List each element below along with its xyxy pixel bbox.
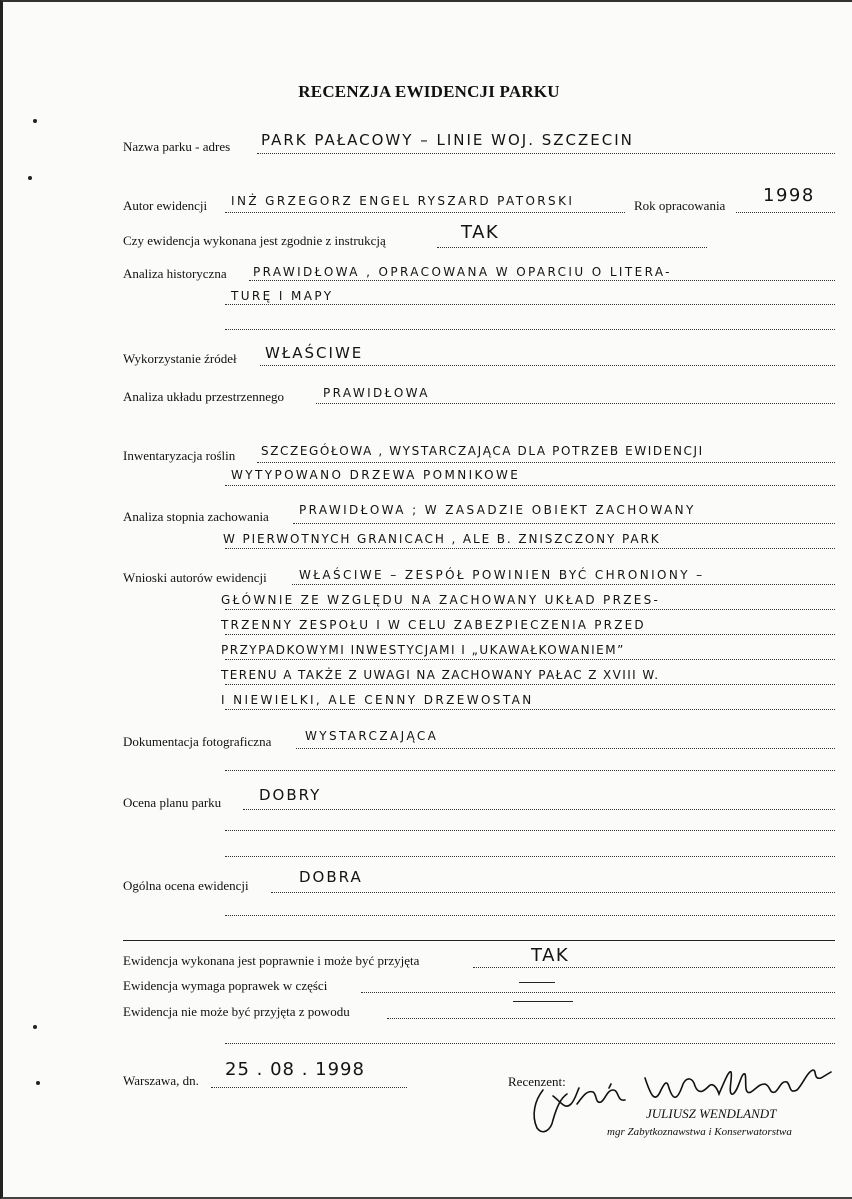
- historical-analysis-line-2: [225, 304, 835, 305]
- conclusions-line-3: [225, 634, 835, 635]
- conclusions-value-line-6: I NIEWIELKI, ALE CENNY DRZEWOSTAN: [221, 693, 534, 707]
- preservation-label: Analiza stopnia zachowania: [123, 509, 269, 524]
- year-line: [736, 212, 835, 213]
- conclusions-line-6: [225, 709, 835, 710]
- park-name-value: PARK PAŁACOWY – LINIE WOJ. SZCZECIN: [261, 131, 634, 149]
- plant-inventory-line-1: [257, 462, 835, 463]
- preservation-line-2: [225, 548, 835, 549]
- conclusions-value-line-3: TRZENNY ZESPOŁU I W CELU ZABEZPIECZENIA PRZED: [221, 618, 646, 632]
- overall-rating-label: Ogólna ocena ewidencji: [123, 878, 249, 893]
- conclusions-label: Wnioski autorów ewidencji: [123, 570, 267, 585]
- decision-separator-top: [123, 940, 835, 941]
- decision-rejected-line-2: [225, 1043, 835, 1044]
- decision-rejected-line-1: [387, 1018, 835, 1019]
- date-line: [211, 1087, 407, 1088]
- author-line: [225, 212, 625, 213]
- park-name-label: Nazwa parku - adres: [123, 139, 231, 154]
- conclusions-line-2: [225, 609, 835, 610]
- punch-hole-mark: [33, 119, 37, 123]
- park-plan-line-2: [225, 830, 835, 831]
- park-plan-value: DOBRY: [259, 786, 322, 804]
- photo-documentation-label: Dokumentacja fotograficzna: [123, 734, 272, 749]
- sources-line: [260, 365, 835, 366]
- plant-inventory-label: Inwentaryzacja roślin: [123, 448, 236, 463]
- year-label: Rok opracowania: [634, 198, 726, 213]
- reviewer-title: mgr Zabytkoznawstwa i Konserwatorstwa: [607, 1126, 792, 1138]
- overall-rating-line-1: [271, 892, 835, 893]
- photo-documentation-value: WYSTARCZAJĄCA: [305, 729, 439, 743]
- instruction-value: TAK: [461, 222, 500, 243]
- date-value: 25 . 08 . 1998: [225, 1059, 365, 1080]
- reviewer-label: Recenzent:: [508, 1074, 566, 1089]
- conclusions-value-line-4: PRZYPADKOWYMI INWESTYCJAMI I „UKAWAŁKOWANIEM”: [221, 643, 625, 657]
- decision-accepted-label: Ewidencja wykonana jest poprawnie i może być przyjęta: [123, 953, 420, 968]
- punch-hole-mark: [36, 1081, 40, 1085]
- preservation-line-1: [293, 523, 835, 524]
- historical-analysis-value-line-2: TURĘ I MAPY: [231, 289, 334, 303]
- historical-analysis-label: Analiza historyczna: [123, 266, 227, 281]
- park-name-line: [257, 153, 835, 154]
- conclusions-line-5: [225, 684, 835, 685]
- park-plan-line-1: [243, 809, 835, 810]
- place-date-label: Warszawa, dn.: [123, 1073, 199, 1088]
- historical-analysis-value-line-1: PRAWIDŁOWA , OPRACOWANA W OPARCIU O LITERA-: [253, 265, 672, 279]
- author-value: INŻ GRZEGORZ ENGEL RYSZARD PATORSKI: [231, 194, 575, 208]
- decision-accepted-value: TAK: [531, 945, 570, 966]
- instruction-line: [437, 247, 707, 248]
- plant-inventory-line-2: [225, 485, 835, 486]
- reviewer-name: JULIUSZ WENDLANDT: [646, 1106, 777, 1121]
- historical-analysis-line-3: [225, 329, 835, 330]
- spatial-layout-value: PRAWIDŁOWA: [323, 386, 430, 400]
- preservation-value-line-2: W PIERWOTNYCH GRANICACH , ALE B. ZNISZCZONY PARK: [223, 532, 661, 546]
- photo-documentation-line-1: [296, 748, 835, 749]
- spatial-layout-label: Analiza układu przestrzennego: [123, 389, 284, 404]
- photo-documentation-line-2: [225, 770, 835, 771]
- punch-hole-mark: [28, 176, 32, 180]
- park-plan-label: Ocena planu parku: [123, 795, 222, 810]
- conclusions-line-4: [225, 659, 835, 660]
- preservation-value-line-1: PRAWIDŁOWA ; W ZASADZIE OBIEKT ZACHOWANY: [299, 503, 696, 517]
- park-plan-line-3: [225, 856, 835, 857]
- plant-inventory-value-line-2: WYTYPOWANO DRZEWA POMNIKOWE: [231, 468, 521, 482]
- conclusions-value-line-1: WŁAŚCIWE – ZESPÓŁ POWINIEN BYĆ CHRONIONY –: [299, 568, 705, 582]
- year-value: 1998: [763, 185, 815, 206]
- decision-partial-label: Ewidencja wymaga poprawek w części: [123, 978, 328, 993]
- conclusions-value-line-2: GŁÓWNIE ZE WZGLĘDU NA ZACHOWANY UKŁAD PRZES-: [221, 593, 661, 607]
- overall-rating-value: DOBRA: [299, 868, 363, 886]
- historical-analysis-line-1: [249, 280, 835, 281]
- sources-label: Wykorzystanie źródeł: [123, 351, 237, 366]
- sources-value: WŁAŚCIWE: [265, 344, 364, 362]
- spatial-layout-line: [316, 403, 835, 404]
- conclusions-value-line-5: TERENU A TAKŻE Z UWAGI NA ZACHOWANY PAŁAC Z XVIII W.: [221, 668, 660, 682]
- form-title: RECENZJA EWIDENCJI PARKU: [298, 82, 560, 101]
- decision-accepted-line: [473, 967, 835, 968]
- decision-rejected-label: Ewidencja nie może być przyjęta z powodu: [123, 1004, 350, 1019]
- decision-rejected-value: [513, 1001, 573, 1002]
- author-label: Autor ewidencji: [123, 198, 208, 213]
- plant-inventory-value-line-1: SZCZEGÓŁOWA , WYSTARCZAJĄCA DLA POTRZEB EWIDENCJI: [261, 444, 704, 458]
- punch-hole-mark: [33, 1025, 37, 1029]
- overall-rating-line-2: [225, 915, 835, 916]
- instruction-label: Czy ewidencja wykonana jest zgodnie z instrukcją: [123, 233, 386, 248]
- conclusions-line-1: [292, 584, 835, 585]
- decision-partial-line: [361, 992, 835, 993]
- decision-partial-value: [519, 982, 555, 983]
